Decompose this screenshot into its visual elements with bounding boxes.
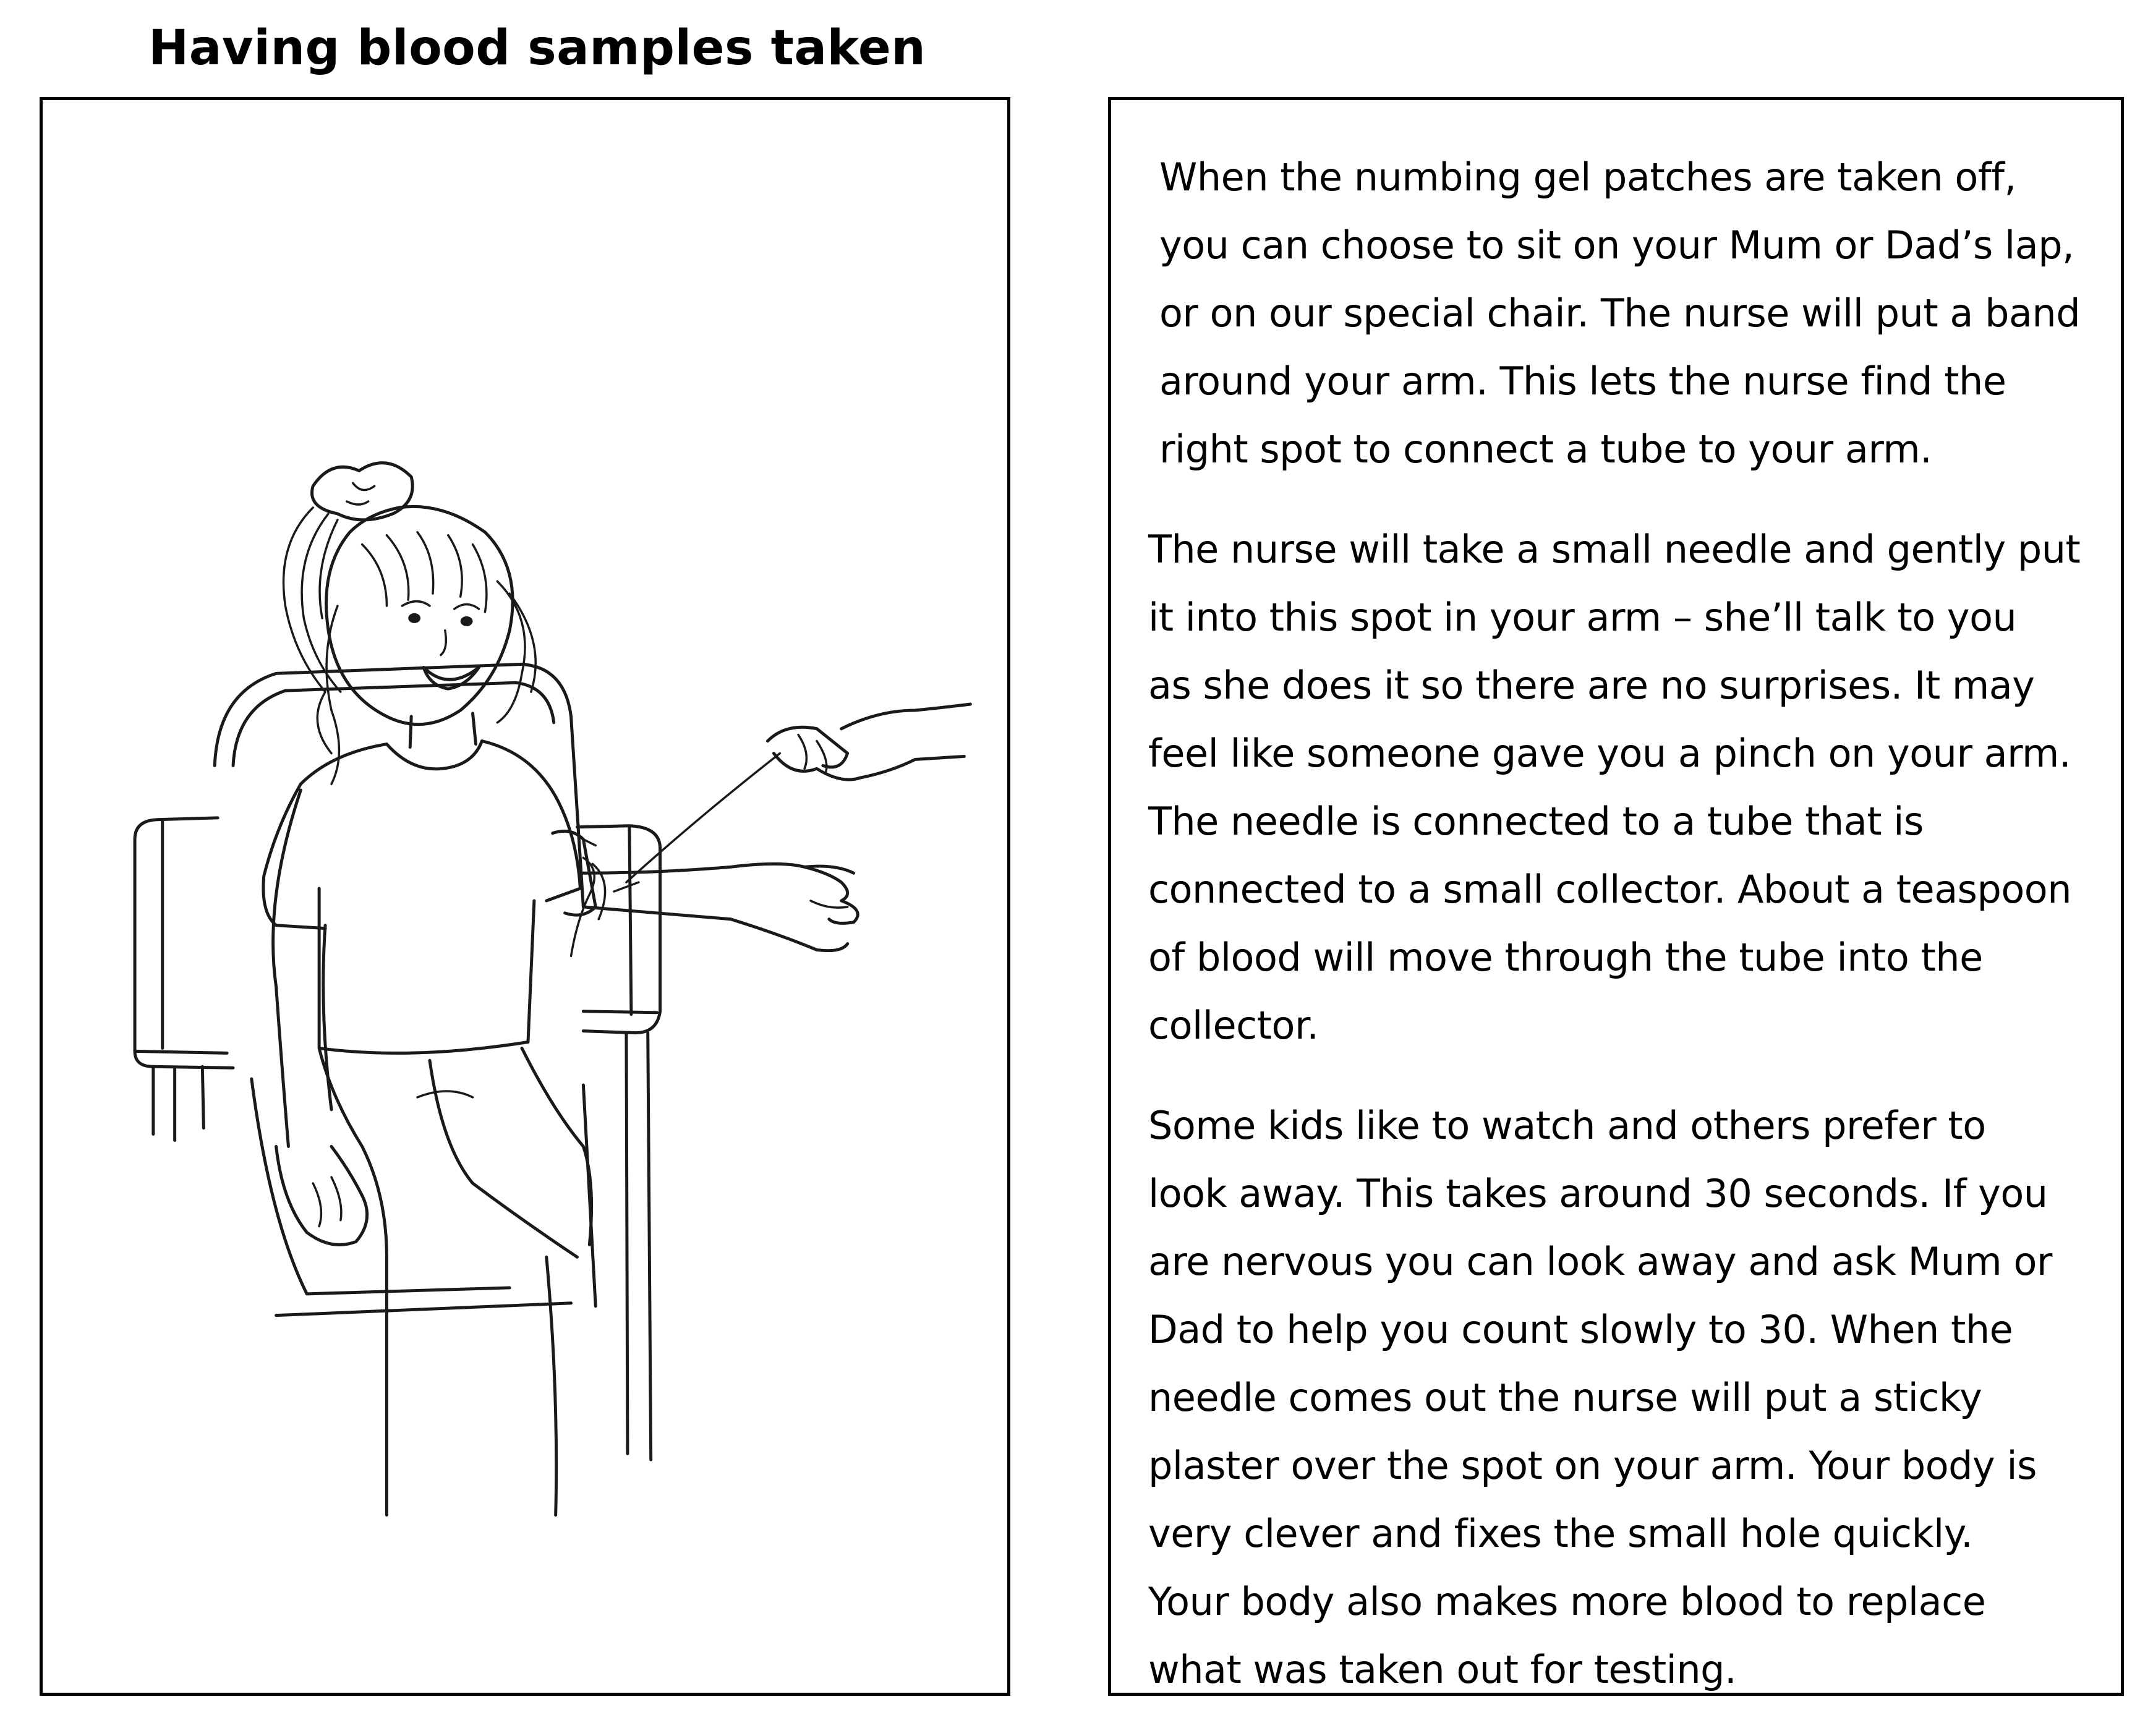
chair [135,664,660,1460]
text-body [1148,143,2100,1736]
girl-figure [263,463,971,1515]
paragraph-2: The nurse will take a small needle and gently put it into this spot in your arm – she’ll talk to you as she does it so there are no surprises. It may feel like someone gave you a pinch on your arm. The needle is connected to a tube that is connected to a small collector. About a teaspoon of blood will move through the tube into the collector. [1148,527,2081,1048]
page-title: Having blood samples taken [148,20,926,76]
text-panel [1108,97,2124,1696]
illustration-panel [40,97,1010,1696]
paragraph-3: Some kids like to watch and others prefer to look away. This takes around 30 seconds. If you are nervous you can look away and ask Mum or Dad to help you count slowly to 30. When the needle comes out the nurse will put a sticky plaster over the spot on your arm. Your body is very clever and fixes the small hole quickly. Your body also makes more blood to replace what was taken out for testing. [1148,1103,2052,1692]
paragraph-1: When the numbing gel patches are taken off, you can choose to sit on your Mum or Dad’s lap, or on our special chair. The nurse will put a band around your arm. This lets the nurse find the right spot to connect a tube to your arm. [1159,155,2081,472]
blood-draw-illustration [43,100,1007,1693]
